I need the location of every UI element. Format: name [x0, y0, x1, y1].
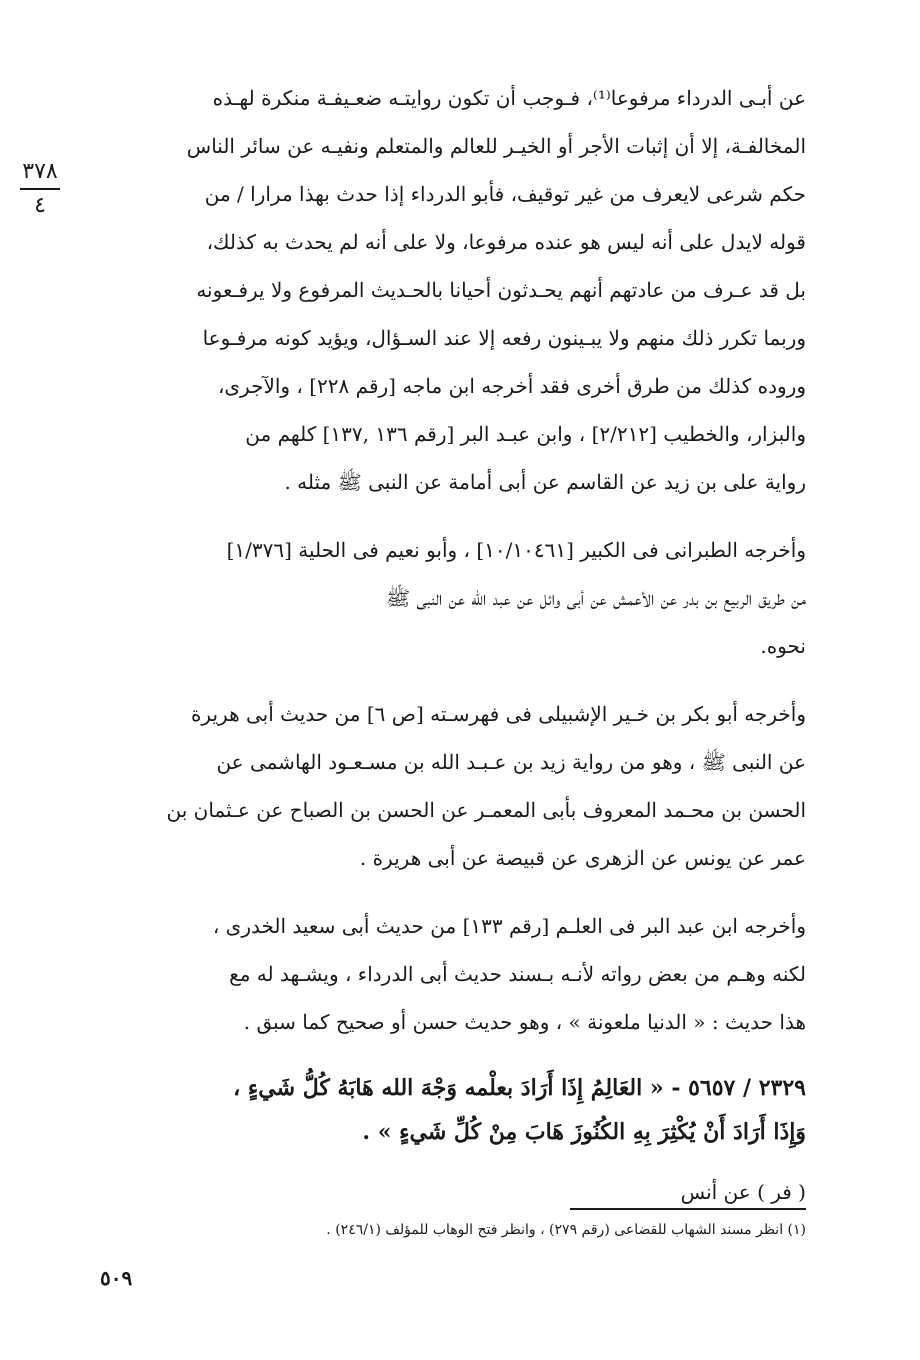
footnote-divider — [570, 1208, 806, 1210]
text-line: من طريق الربيع بن بدر عن الأعمش عن أبى وائل عن عبد الله عن النبى ﷺ — [385, 586, 806, 610]
text-line: المخالفـة، إلا أن إثبات الأجر أو الخيـر للعالم والمتعلم ونفيـه عن سائر الناس — [186, 134, 806, 158]
text-line: الحسن بن محـمد المعروف بأبى المعمـر عن الحسن بن الصباح عن عـثمان بن — [166, 798, 806, 822]
text-line: بل قد عـرف من عادتهم أنهم يحـدثون أحيانا بالحـديث المرفوع ولا يرفـعونه — [196, 278, 806, 302]
page-number: ٥٠٩ — [100, 1266, 133, 1290]
footnote: (١) انظر مسند الشهاب للقضاعى (رقم ٢٧٩) ، وانظر فتح الوهاب للمؤلف (٢٤٦/١) . — [326, 1222, 806, 1238]
text-line: هذا حديث : « الدنيا ملعونة » ، وهو حديث حسن أو صحيح كما سبق . — [243, 1010, 806, 1034]
margin-reference-denominator: ٤ — [34, 193, 46, 219]
margin-reference-divider — [20, 188, 60, 190]
text-line: وأخرجه الطبرانى فى الكبير [١٠/١٠٤٦١] ، وأبو نعيم فى الحلية [١/٣٧٦] — [226, 538, 806, 562]
main-text — [100, 74, 806, 1236]
margin-reference-numerator: ٣٧٨ — [22, 159, 58, 184]
text-line: والبزار، والخطيب [٢/٢١٢] ، وابن عبـد البر [رقم ١٣٦ ,١٣٧] كلهم من — [245, 422, 806, 446]
paragraph-tabarani — [100, 526, 806, 670]
paragraph-ishbili — [100, 690, 806, 882]
text-line: حكم شرعى لايعرف من غير توقيف، فأبو الدرداء إذا حدث بهذا مرارا / من — [204, 182, 806, 206]
text-line: رواية على بن زيد عن القاسم عن أبى أمامة عن النبى ﷺ مثله . — [284, 470, 806, 494]
text-line: قوله لايدل على أنه ليس هو عنده مرفوعا، ولا على أنه لم يحدث به كذلك، — [206, 230, 806, 254]
text-line: وربما تكرر ذلك منهم ولا يبـينون رفعه إلا عند السـؤال، ويؤيد كونه مرفـوعا — [202, 326, 806, 350]
margin-page-reference — [8, 160, 72, 218]
paragraph-commentary — [100, 74, 806, 506]
source-reference: ( فر ) عن أنس — [680, 1180, 806, 1204]
text-line: عن أبـى الدرداء مرفوعا⁽¹⁾، فـوجب أن تكون روايتـه ضعـيفـة منكرة لهـذه — [212, 86, 806, 110]
hadith-line: ٢٣٢٩ / ٥٦٥٧ - « العَالِمُ إِذَا أَرَادَ بعلْمه وَجْهَ الله هَابَهُ كُلُّ شَيءٍ ، — [233, 1075, 806, 1101]
text-line: وأخرجه أبو بكر بن خـير الإشبيلى فى فهرسـته [ص ٦] من حديث أبى هريرة — [190, 702, 806, 726]
hadith-entry — [100, 1066, 806, 1154]
text-line: نحوه. — [760, 634, 806, 658]
text-line: عن النبى ﷺ ، وهو من رواية زيد بن عـبـد الله بن مسـعـود الهاشمى عن — [216, 750, 806, 774]
paragraph-ibn-abd-al-barr — [100, 902, 806, 1046]
text-line: وأخرجه ابن عبد البر فى العلـم [رقم ١٣٣] من حديث أبى سعيد الخدرى ، — [212, 914, 806, 938]
text-line: لكنه وهـم من بعض رواته لأنـه بـسند حديث أبى الدرداء ، ويشـهد له مع — [229, 962, 806, 986]
hadith-line: وَإِذَا أَرَادَ أَنْ يُكْثِرَ بِهِ الكُنُوزَ هَابَ مِنْ كُلِّ شَيءٍ » . — [362, 1119, 806, 1145]
text-line: عمر عن يونس عن الزهرى عن قبيصة عن أبى هريرة . — [359, 846, 806, 870]
text-line: وروده كذلك من طرق أخرى فقد أخرجه ابن ماجه [رقم ٢٢٨] ، والآجرى، — [217, 374, 806, 398]
